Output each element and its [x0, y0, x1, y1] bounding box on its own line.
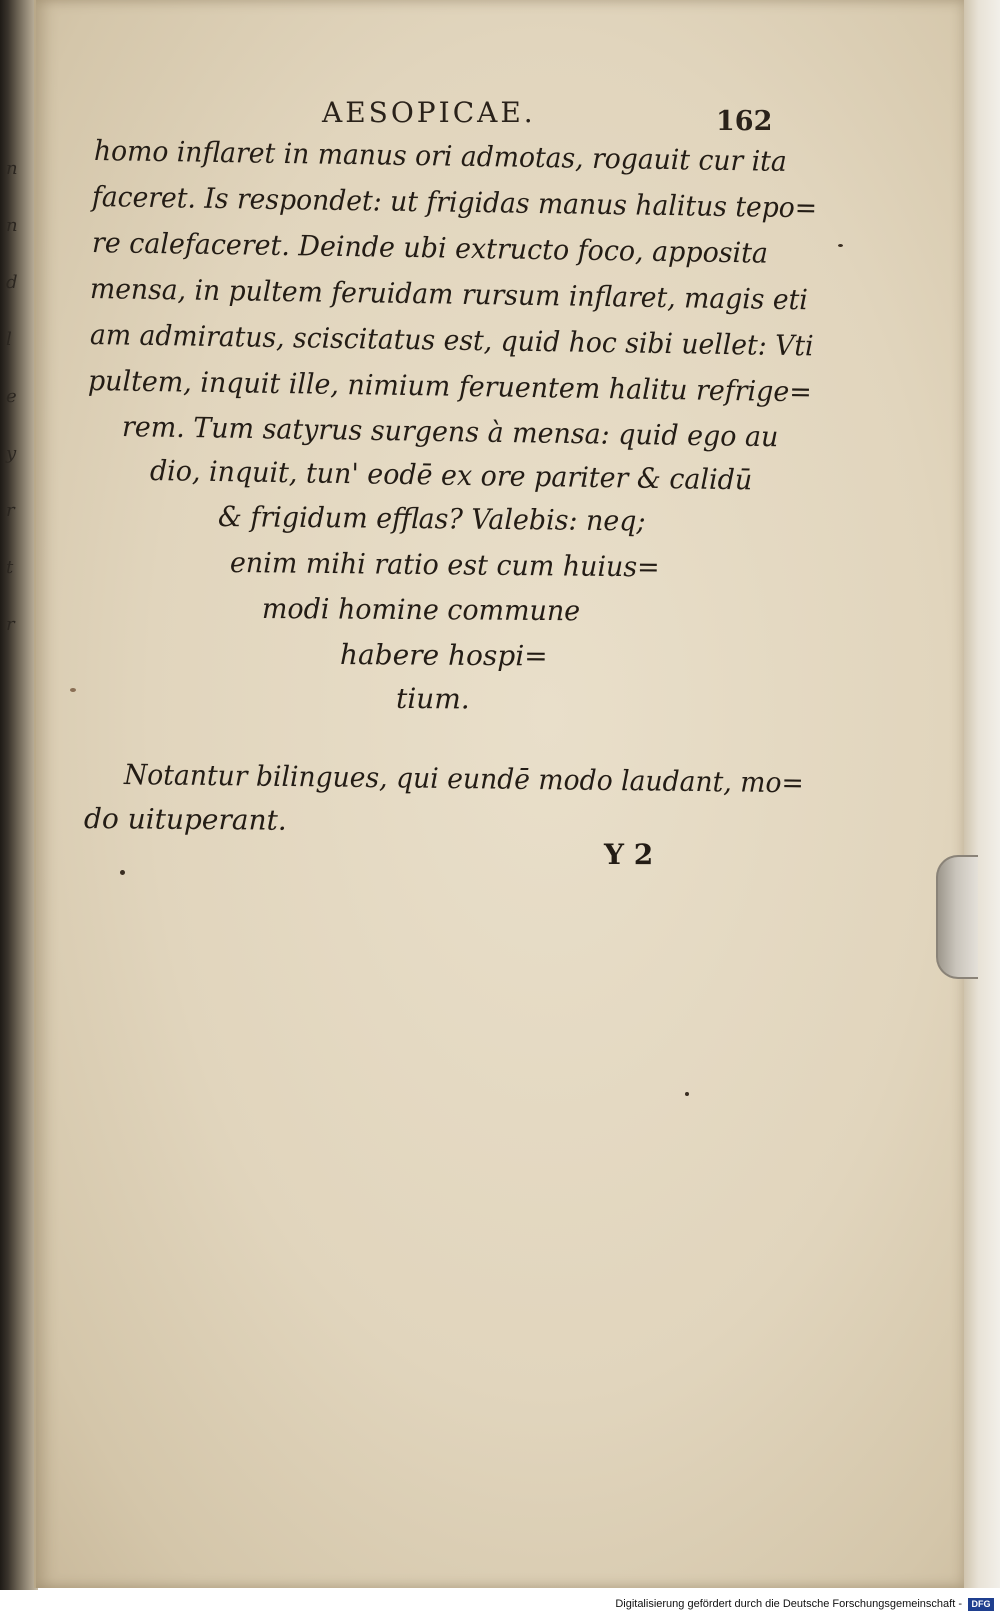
ink-speck: [70, 688, 76, 692]
body-line: habere hospi=: [339, 638, 548, 673]
fragment-letter: r: [6, 614, 15, 635]
body-line: & frigidum efflas? Valebis: neq;: [217, 500, 646, 538]
previous-page-fragments: [6, 140, 28, 653]
page-edge-right: [964, 0, 1000, 1588]
fragment-letter: n: [6, 215, 18, 236]
moral-line: do uituperant.: [83, 802, 287, 837]
moral-line: Notantur bilingues, qui eundē modo laudant, mo=: [123, 758, 804, 800]
signature-mark: Y 2: [604, 838, 654, 871]
fragment-letter: l: [6, 329, 12, 350]
fragment-letter: r: [6, 500, 15, 521]
body-line: dio, inquit, tun' eodē ex ore pariter & calidū: [149, 454, 753, 497]
fragment-letter: n: [6, 158, 18, 179]
body-line: re calefaceret. Deinde ubi extructo foco, apposita: [91, 226, 769, 270]
body-line: am admiratus, sciscitatus est, quid hoc sibi uellet: Vti: [89, 318, 814, 363]
ink-speck: [838, 244, 843, 247]
page-number: 162: [716, 106, 773, 137]
body-line: faceret. Is respondet: ut frigidas manus halitus tepo=: [91, 180, 818, 225]
footer-credit: Digitalisierung gefördert durch die Deutsche Forschungsgemeinschaft -: [615, 1598, 962, 1610]
body-line: mensa, in pultem feruidam rursum inflaret, magis eti: [89, 272, 809, 317]
fragment-letter: y: [6, 443, 17, 464]
previous-page-edge: [0, 0, 38, 1590]
book-clasp: [936, 855, 978, 979]
body-line: homo inflaret in manus ori admotas, rogauit cur ita: [93, 134, 787, 178]
dfg-logo: DFG: [968, 1598, 994, 1611]
running-head: AESOPICAE.: [322, 96, 536, 129]
body-line: rem. Tum satyrus surgens à mensa: quid ego au: [121, 410, 779, 454]
body-line: tium.: [395, 682, 470, 716]
fragment-letter: t: [6, 557, 14, 578]
body-line: pultem, inquit ille, nimium feruentem halitu refrige=: [87, 364, 813, 409]
body-line: enim mihi ratio est cum huius=: [229, 546, 660, 584]
ink-speck: [120, 870, 125, 875]
ink-speck: [685, 1092, 689, 1096]
body-line: modi homine commune: [261, 592, 581, 628]
fragment-letter: d: [6, 272, 18, 293]
fragment-letter: e: [6, 386, 17, 407]
